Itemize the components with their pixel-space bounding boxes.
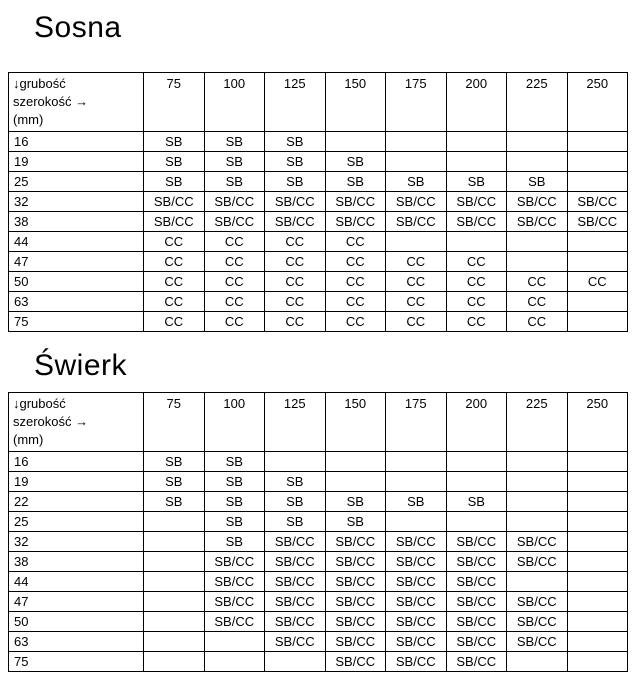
grade-cell: SB/CC <box>446 532 507 552</box>
width-column-header: 125 <box>265 393 326 452</box>
empty-cell <box>567 632 628 652</box>
grade-cell: CC <box>204 292 265 312</box>
grade-cell: CC <box>446 272 507 292</box>
empty-cell <box>386 512 447 532</box>
grade-cell: SB <box>204 472 265 492</box>
width-column-header: 250 <box>567 73 628 132</box>
grade-cell: SB/CC <box>325 532 386 552</box>
grade-cell: SB/CC <box>567 192 628 212</box>
grade-cell: CC <box>265 232 326 252</box>
width-column-header: 200 <box>446 73 507 132</box>
thickness-label: 16 <box>9 452 144 472</box>
thickness-label: 47 <box>9 252 144 272</box>
grade-cell: SB/CC <box>507 192 568 212</box>
empty-cell <box>507 152 568 172</box>
empty-cell <box>507 652 568 672</box>
header-row <box>9 73 628 132</box>
thickness-label: 63 <box>9 632 144 652</box>
grade-cell: SB/CC <box>265 552 326 572</box>
table-row <box>9 232 628 252</box>
grade-cell: SB/CC <box>265 532 326 552</box>
grade-cell: SB/CC <box>446 652 507 672</box>
empty-cell <box>265 652 326 672</box>
table-row <box>9 492 628 512</box>
table-row <box>9 512 628 532</box>
empty-cell <box>446 132 507 152</box>
grade-cell: SB <box>325 512 386 532</box>
grade-cell: SB/CC <box>204 612 265 632</box>
page-title-sosna: Sosna <box>34 11 122 44</box>
grade-cell: SB/CC <box>265 592 326 612</box>
thickness-label: 19 <box>9 472 144 492</box>
grade-cell: CC <box>325 252 386 272</box>
table-row <box>9 132 628 152</box>
grade-cell: SB <box>386 172 447 192</box>
width-column-header: 100 <box>204 73 265 132</box>
empty-cell <box>567 152 628 172</box>
empty-cell <box>567 252 628 272</box>
empty-cell <box>446 452 507 472</box>
size-table-sosna <box>8 72 628 332</box>
empty-cell <box>567 612 628 632</box>
grade-cell: SB <box>507 172 568 192</box>
grade-cell: SB/CC <box>325 552 386 572</box>
width-column-header: 175 <box>386 73 447 132</box>
grade-cell: SB/CC <box>567 212 628 232</box>
empty-cell <box>567 512 628 532</box>
grade-cell: SB <box>204 452 265 472</box>
empty-cell <box>386 472 447 492</box>
grade-cell: CC <box>144 272 205 292</box>
empty-cell <box>386 232 447 252</box>
grade-cell: SB <box>325 492 386 512</box>
thickness-label: 19 <box>9 152 144 172</box>
grade-cell: SB/CC <box>325 632 386 652</box>
empty-cell <box>325 132 386 152</box>
empty-cell <box>507 452 568 472</box>
table-row <box>9 632 628 652</box>
grade-cell: CC <box>144 312 205 332</box>
empty-cell <box>507 132 568 152</box>
table-row <box>9 652 628 672</box>
empty-cell <box>567 652 628 672</box>
thickness-label: 44 <box>9 232 144 252</box>
grade-cell: SB/CC <box>386 592 447 612</box>
table-row <box>9 612 628 632</box>
grade-cell: SB <box>204 172 265 192</box>
empty-cell <box>446 152 507 172</box>
thickness-label: 44 <box>9 572 144 592</box>
table-row <box>9 192 628 212</box>
empty-cell <box>325 472 386 492</box>
grade-cell: SB/CC <box>204 552 265 572</box>
grade-cell: SB <box>144 472 205 492</box>
corner-header-thickness-width <box>9 393 144 452</box>
grade-cell: CC <box>386 272 447 292</box>
grade-cell: SB/CC <box>386 572 447 592</box>
grade-cell: SB/CC <box>265 632 326 652</box>
empty-cell <box>507 512 568 532</box>
section-sosna <box>8 10 628 332</box>
corner-header-line: szerokość → <box>13 94 89 109</box>
grade-cell: SB/CC <box>446 552 507 572</box>
grade-cell: SB <box>204 532 265 552</box>
empty-cell <box>446 232 507 252</box>
grade-cell: CC <box>446 252 507 272</box>
grade-cell: CC <box>265 272 326 292</box>
grade-cell: SB <box>386 492 447 512</box>
section-swierk <box>8 348 628 672</box>
grade-cell: SB <box>204 492 265 512</box>
table-row <box>9 472 628 492</box>
grade-cell: CC <box>325 292 386 312</box>
empty-cell <box>567 532 628 552</box>
grade-cell: CC <box>204 232 265 252</box>
size-table-swierk <box>8 392 628 672</box>
grade-cell: SB/CC <box>144 212 205 232</box>
grade-cell: SB/CC <box>507 532 568 552</box>
width-column-header: 250 <box>567 393 628 452</box>
empty-cell <box>507 492 568 512</box>
corner-header-line: ↓grubość <box>13 396 66 411</box>
width-column-header: 150 <box>325 73 386 132</box>
grade-cell: SB/CC <box>446 632 507 652</box>
grade-cell: SB/CC <box>446 212 507 232</box>
empty-cell <box>144 572 205 592</box>
grade-cell: CC <box>507 312 568 332</box>
empty-cell <box>507 232 568 252</box>
empty-cell <box>567 592 628 612</box>
empty-cell <box>325 452 386 472</box>
grade-cell: SB <box>204 512 265 532</box>
thickness-label: 16 <box>9 132 144 152</box>
grade-cell: SB/CC <box>507 552 568 572</box>
empty-cell <box>144 532 205 552</box>
width-column-header: 225 <box>507 73 568 132</box>
empty-cell <box>567 552 628 572</box>
corner-header-line: (mm) <box>13 432 44 447</box>
grade-cell: CC <box>325 272 386 292</box>
empty-cell <box>204 652 265 672</box>
empty-cell <box>567 312 628 332</box>
table-row <box>9 212 628 232</box>
table-row <box>9 572 628 592</box>
grade-cell: SB/CC <box>204 212 265 232</box>
grade-cell: SB <box>144 492 205 512</box>
grade-cell: SB <box>446 172 507 192</box>
empty-cell <box>386 132 447 152</box>
empty-cell <box>144 632 205 652</box>
grade-cell: SB <box>265 492 326 512</box>
grade-cell: CC <box>507 272 568 292</box>
grade-cell: CC <box>386 252 447 272</box>
empty-cell <box>446 512 507 532</box>
grade-cell: SB/CC <box>325 212 386 232</box>
grade-cell: CC <box>265 252 326 272</box>
grade-cell: SB/CC <box>265 192 326 212</box>
grade-cell: SB <box>144 172 205 192</box>
corner-header-line: (mm) <box>13 112 44 127</box>
grade-cell: CC <box>265 292 326 312</box>
grade-cell: CC <box>144 232 205 252</box>
grade-cell: SB <box>446 492 507 512</box>
thickness-label: 50 <box>9 612 144 632</box>
grade-cell: SB/CC <box>325 592 386 612</box>
grade-cell: SB/CC <box>386 552 447 572</box>
grade-cell: SB/CC <box>446 592 507 612</box>
empty-cell <box>204 632 265 652</box>
thickness-label: 38 <box>9 212 144 232</box>
thickness-label: 47 <box>9 592 144 612</box>
grade-cell: CC <box>265 312 326 332</box>
empty-cell <box>567 472 628 492</box>
width-column-header: 175 <box>386 393 447 452</box>
table-row <box>9 532 628 552</box>
grade-cell: SB/CC <box>265 612 326 632</box>
table-row <box>9 552 628 572</box>
grade-cell: SB <box>265 132 326 152</box>
grade-cell: SB/CC <box>446 572 507 592</box>
thickness-label: 32 <box>9 532 144 552</box>
grade-cell: SB <box>325 172 386 192</box>
grade-cell: CC <box>204 272 265 292</box>
empty-cell <box>144 652 205 672</box>
grade-cell: SB/CC <box>386 632 447 652</box>
width-column-header: 100 <box>204 393 265 452</box>
grade-cell: CC <box>144 252 205 272</box>
thickness-label: 75 <box>9 312 144 332</box>
grade-cell: SB/CC <box>386 192 447 212</box>
grade-cell: SB/CC <box>386 532 447 552</box>
empty-cell <box>567 172 628 192</box>
grade-cell: SB <box>265 172 326 192</box>
table-row <box>9 172 628 192</box>
grade-cell: SB/CC <box>446 192 507 212</box>
thickness-label: 38 <box>9 552 144 572</box>
thickness-label: 25 <box>9 512 144 532</box>
corner-header-line: szerokość → <box>13 414 89 429</box>
width-column-header: 75 <box>144 393 205 452</box>
empty-cell <box>265 452 326 472</box>
grade-cell: SB/CC <box>507 612 568 632</box>
table-row <box>9 152 628 172</box>
grade-cell: CC <box>507 292 568 312</box>
grade-cell: SB <box>265 512 326 532</box>
grade-cell: CC <box>446 292 507 312</box>
empty-cell <box>567 292 628 312</box>
grade-cell: CC <box>446 312 507 332</box>
empty-cell <box>507 572 568 592</box>
grade-cell: SB/CC <box>265 572 326 592</box>
table-row <box>9 592 628 612</box>
header-row <box>9 393 628 452</box>
grade-cell: SB/CC <box>325 652 386 672</box>
grade-cell: CC <box>325 312 386 332</box>
empty-cell <box>144 612 205 632</box>
empty-cell <box>144 592 205 612</box>
thickness-label: 22 <box>9 492 144 512</box>
grade-cell: CC <box>144 292 205 312</box>
grade-cell: SB <box>144 132 205 152</box>
corner-header-thickness-width <box>9 73 144 132</box>
grade-cell: SB/CC <box>507 592 568 612</box>
empty-cell <box>567 572 628 592</box>
grade-cell: SB/CC <box>325 612 386 632</box>
width-column-header: 200 <box>446 393 507 452</box>
grade-cell: SB <box>144 152 205 172</box>
grade-cell: SB/CC <box>446 612 507 632</box>
grade-cell: CC <box>204 312 265 332</box>
grade-cell: SB/CC <box>507 632 568 652</box>
grade-cell: CC <box>567 272 628 292</box>
table-row <box>9 312 628 332</box>
page-title-swierk: Świerk <box>34 349 128 382</box>
empty-cell <box>567 492 628 512</box>
empty-cell <box>144 552 205 572</box>
grade-cell: SB/CC <box>386 612 447 632</box>
table-row <box>9 252 628 272</box>
table-row <box>9 452 628 472</box>
empty-cell <box>567 132 628 152</box>
grade-cell: SB/CC <box>386 652 447 672</box>
grade-cell: SB/CC <box>507 212 568 232</box>
grade-cell: SB <box>325 152 386 172</box>
width-column-header: 150 <box>325 393 386 452</box>
grade-cell: CC <box>204 252 265 272</box>
grade-cell: SB/CC <box>144 192 205 212</box>
empty-cell <box>446 472 507 492</box>
empty-cell <box>507 252 568 272</box>
grade-cell: SB/CC <box>386 212 447 232</box>
grade-cell: SB <box>204 152 265 172</box>
empty-cell <box>567 452 628 472</box>
grade-cell: SB/CC <box>204 192 265 212</box>
table-row <box>9 292 628 312</box>
grade-cell: SB/CC <box>204 572 265 592</box>
grade-cell: CC <box>386 312 447 332</box>
grade-cell: SB <box>204 132 265 152</box>
empty-cell <box>386 152 447 172</box>
table-row <box>9 272 628 292</box>
empty-cell <box>386 452 447 472</box>
thickness-label: 50 <box>9 272 144 292</box>
empty-cell <box>567 232 628 252</box>
thickness-label: 32 <box>9 192 144 212</box>
width-column-header: 125 <box>265 73 326 132</box>
empty-cell <box>144 512 205 532</box>
grade-cell: SB/CC <box>325 572 386 592</box>
width-column-header: 225 <box>507 393 568 452</box>
grade-cell: SB/CC <box>265 212 326 232</box>
grade-cell: SB <box>265 152 326 172</box>
width-column-header: 75 <box>144 73 205 132</box>
thickness-label: 63 <box>9 292 144 312</box>
grade-cell: CC <box>386 292 447 312</box>
thickness-label: 75 <box>9 652 144 672</box>
corner-header-line: ↓grubość <box>13 76 66 91</box>
grade-cell: SB/CC <box>325 192 386 212</box>
grade-cell: SB/CC <box>204 592 265 612</box>
grade-cell: SB <box>265 472 326 492</box>
grade-cell: SB <box>144 452 205 472</box>
empty-cell <box>507 472 568 492</box>
thickness-label: 25 <box>9 172 144 192</box>
grade-cell: CC <box>325 232 386 252</box>
